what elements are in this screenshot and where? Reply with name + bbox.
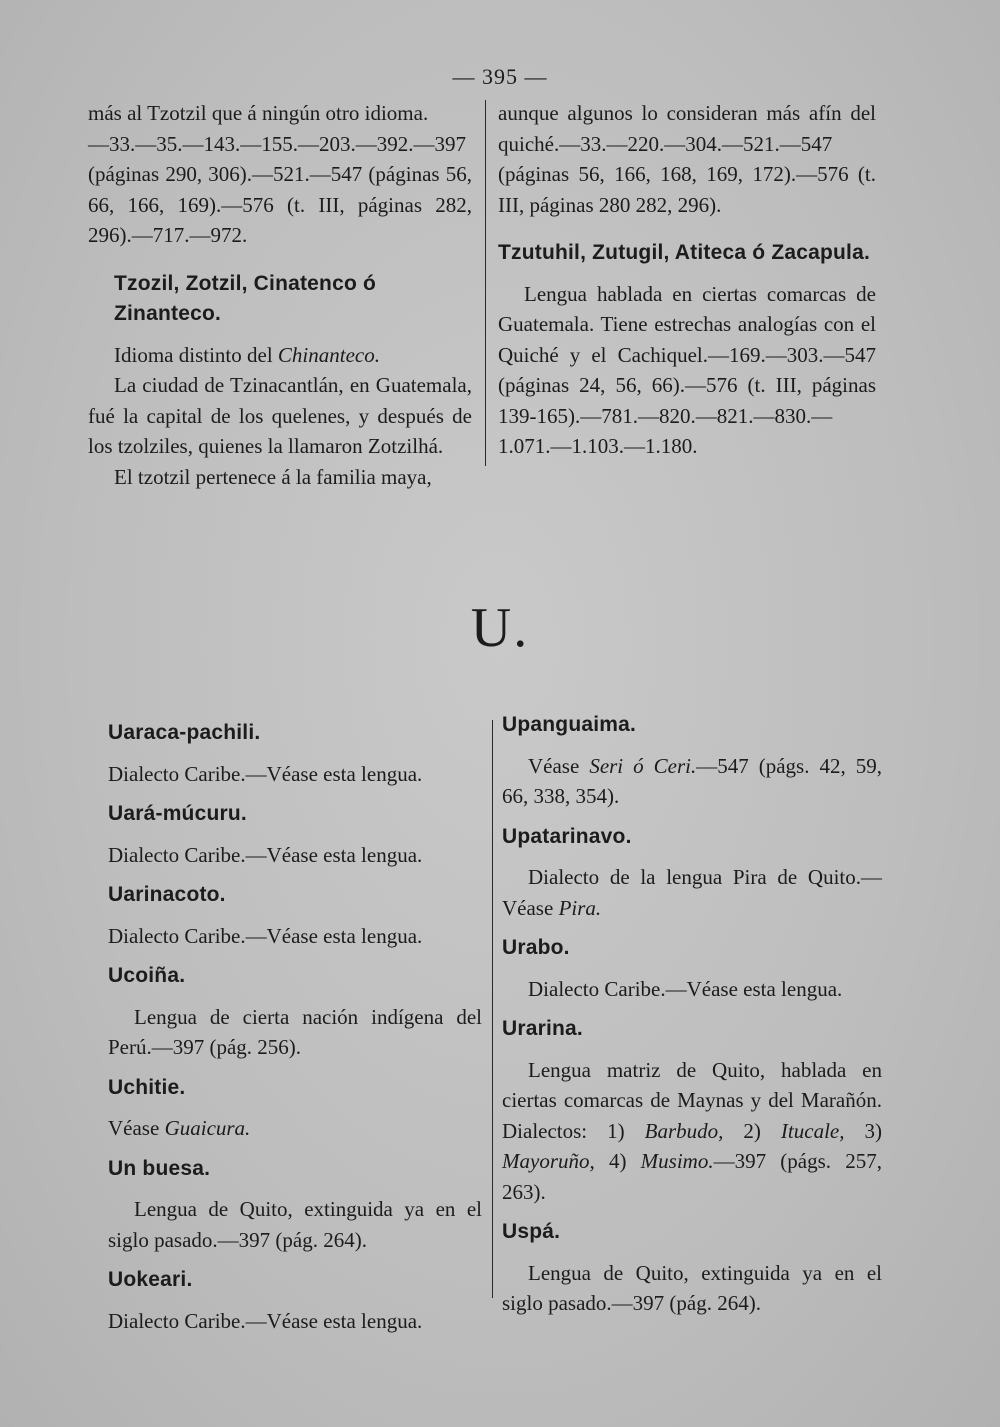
entry-paragraph [88, 340, 472, 371]
entry-text-part: 4) [594, 1149, 641, 1173]
entry-heading: Upatarinavo. [502, 824, 632, 848]
entry-heading: Un buesa. [108, 1156, 211, 1180]
entry-heading: Uaraca-pachili. [108, 721, 261, 744]
continued-text: más al Tzotzil que á ningún otro idioma. [88, 101, 429, 125]
italic-term: Chinanteco. [277, 342, 380, 367]
entry-heading: Upanguaima. [502, 713, 637, 736]
entry-text-part: Lengua matriz de Quito, hablada en ciertas comarcas de Maynas y del Marañón. Dialectos: 1) [502, 1057, 882, 1143]
entry-text-part: Véase [108, 1116, 165, 1140]
entry-text-part: —547 (págs. 42, 59, 66, 338, 354). [502, 753, 882, 808]
bottom-left-column [108, 718, 482, 1336]
entry-text [108, 1113, 482, 1144]
entry-heading: Uokeari. [108, 1268, 193, 1291]
entry-text [502, 1055, 882, 1208]
entry-heading: Uará-múcuru. [108, 802, 247, 825]
entry-text-part: Dialecto de la lengua Pira de Quito.—Véase [502, 865, 882, 920]
italic-term: Musimo. [640, 1149, 714, 1173]
italic-term: Itucale, [780, 1118, 845, 1143]
italic-term: Guaicura. [164, 1116, 251, 1140]
entry-text [502, 862, 882, 923]
entry-heading: Uspá. [502, 1220, 561, 1243]
entry-text-part: Véase [528, 753, 590, 778]
entry-heading: Tzozil, Zotzil, Cinatenco ó Zinanteco. [114, 271, 377, 325]
entry-text-part: 3) [844, 1118, 882, 1143]
entry-text: Dialecto Caribe.—Véase esta lengua. [108, 923, 423, 948]
paragraph-text: Idioma distinto del [114, 342, 278, 367]
page-number: — 395 — [452, 64, 548, 89]
entry-paragraph: El tzotzil pertenece á la familia maya, [114, 464, 432, 489]
section-letter: U. [470, 597, 530, 659]
column-rule [492, 720, 493, 1298]
entry-text: Dialecto Caribe.—Véase esta lengua. [108, 842, 423, 867]
entry-heading: Uarinacoto. [108, 883, 226, 906]
entry-heading: Urarina. [502, 1017, 583, 1040]
italic-term: Pira. [558, 895, 602, 920]
bottom-right-column [502, 710, 882, 1319]
entry-text: Lengua de Quito, extinguida ya en el siglo pasado.—397 (pág. 264). [502, 1260, 882, 1315]
entry-text: Lengua de Quito, extinguida ya en el siglo pasado.—397 (pág. 264). [108, 1197, 482, 1252]
italic-term: Seri ó Ceri. [589, 753, 697, 778]
reference-list: —33.—35.—143.—155.—203.—392.—397 (páginas 290, 306).—521.—547 (páginas 56, 66, 166, 169).—576 (t. III, páginas 282, 296).—717.—972. [88, 131, 472, 247]
top-left-column [88, 98, 472, 492]
entry-text [502, 751, 882, 812]
italic-term: Mayoruño, [502, 1149, 595, 1173]
entry-heading: Uchitie. [108, 1075, 186, 1099]
continued-text: aunque algunos lo consideran más afín del quiché.—33.—220.—304.—521.—547 (páginas 56, 166, 168, 169, 172).—576 (t. III, páginas 280 282, 296). [498, 101, 876, 217]
entry-paragraph: La ciudad de Tzinacantlán, en Guatemala, fué la capital de los quelenes, y después de los tzolziles, quienes la llamaron Zotzilhá. [88, 373, 472, 458]
column-rule [485, 100, 486, 466]
entry-text: Dialecto Caribe.—Véase esta lengua. [108, 1308, 423, 1333]
entry-text: Dialecto Caribe.—Véase esta lengua. [108, 761, 423, 786]
entry-heading: Tzutuhil, Zutugil, Atiteca ó Zacapula. [498, 241, 870, 264]
entry-text: Dialecto Caribe.—Véase esta lengua. [528, 976, 843, 1001]
entry-heading: Urabo. [502, 936, 570, 959]
entry-text: Lengua de cierta nación indígena del Perú.—397 (pág. 256). [108, 1004, 482, 1059]
italic-term: Barbudo, [644, 1118, 724, 1143]
entry-paragraph: Lengua hablada en ciertas comarcas de Guatemala. Tiene estrechas analogías con el Quiché y el Cachiquel.—169.—303.—547 (páginas 24, 56, 66).—576 (t. III, páginas 139-165).—781.—820.—821.—830.—1.071.—1.103.—1.180. [498, 281, 876, 458]
entry-heading: Ucoiña. [108, 964, 186, 987]
top-right-column [498, 98, 876, 462]
entry-text-part: —397 (págs. 257, 263). [502, 1149, 882, 1204]
entry-text-part: 2) [723, 1118, 781, 1143]
